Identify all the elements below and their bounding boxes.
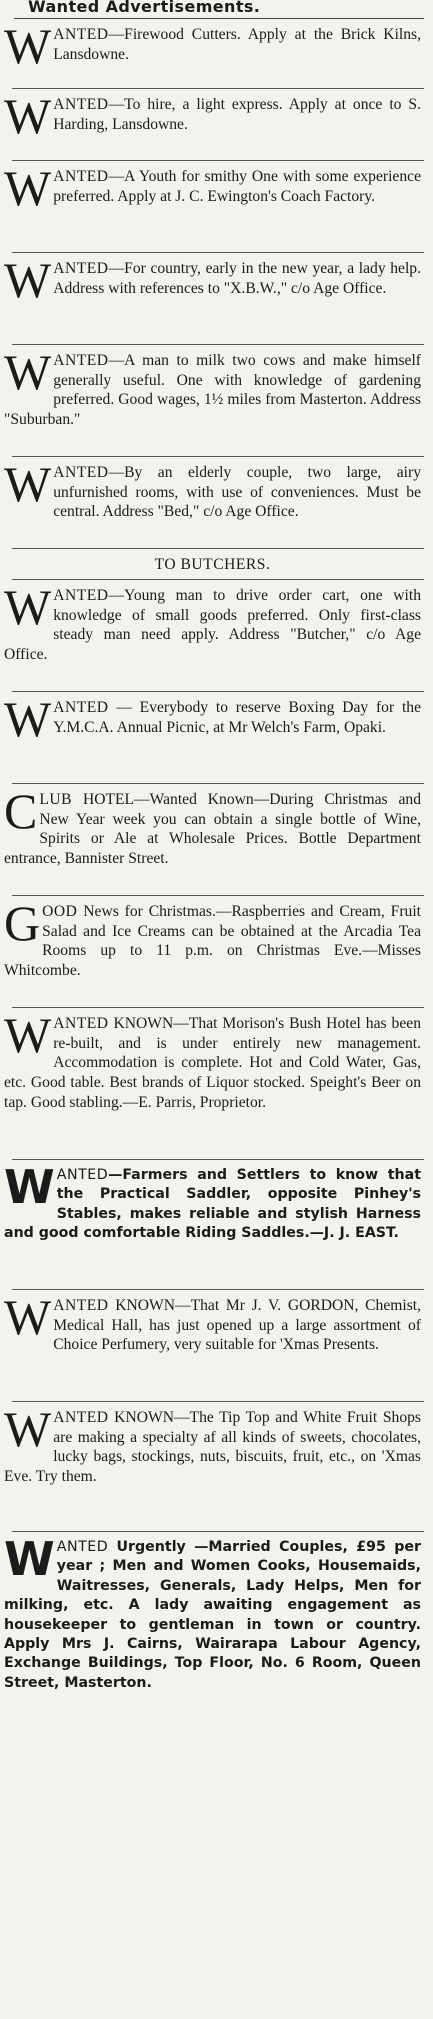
- classified-ad: [4, 160, 421, 247]
- classified-ad: [4, 783, 421, 890]
- ad-text: KNOWN—The Tip Top and White Fruit Shops are making a specialty af all kinds of sweets, chocolates, lucky bags, stockings, nuts, biscuits, fruit, etc., on 'Xmas Eve. Try them.: [4, 1409, 421, 1486]
- ad-lead: ANTED: [53, 26, 109, 43]
- ad-text: — Everybody to reserve Boxing Day for the Y.M.C.A. Annual Picnic, at Mr Welch's Farm, Opaki.: [53, 699, 421, 736]
- ad-lead: LUB: [39, 791, 73, 808]
- classified-ad: [4, 1160, 421, 1284]
- ad-text: KNOWN—That Mr J. V. GORDON, Chemist, Medical Hall, has just opened up a large assortment of Choice Perfumery, very suitable for 'Xmas Presents.: [53, 1297, 421, 1354]
- classified-ad: [4, 1401, 421, 1526]
- classified-ad: [4, 691, 421, 778]
- drop-cap: W: [4, 344, 52, 400]
- classified-ad: [4, 1532, 421, 1712]
- ad-text: KNOWN—That Morison's Bush Hotel has been re-built, and is under entirely new management. Accommodation is complete. Hot and Cold Water, Gas, etc. Good table. Best brands of Liquor stocked. Speight's Beer on tap. Good stabling.—E. Parris, Proprietor.: [4, 1015, 421, 1111]
- ad-lead: ANTED: [53, 96, 109, 113]
- ad-lead: ANTED: [53, 352, 109, 369]
- ad-lead: ANTED: [53, 587, 109, 604]
- drop-cap: W: [4, 1532, 55, 1586]
- ad-text: —By an elderly couple, two large, airy unfurnished rooms, with use of conveniences. Must be central. Address "Bed," c/o Age Office.: [53, 464, 421, 521]
- drop-cap: W: [4, 18, 52, 74]
- ad-lead: ANTED: [53, 168, 109, 185]
- drop-cap: W: [4, 1289, 52, 1345]
- classified-ad: [4, 88, 421, 155]
- ad-divider: [12, 548, 424, 549]
- classified-ad: [4, 895, 421, 1002]
- section-divider: [12, 579, 424, 580]
- ad-lead: ANTED: [53, 699, 109, 716]
- ad-divider: [12, 895, 424, 896]
- ad-lead: ANTED: [56, 1539, 109, 1555]
- drop-cap: W: [4, 160, 52, 216]
- drop-cap: W: [4, 252, 52, 308]
- heading-rule: [14, 18, 424, 19]
- ad-lead: ANTED: [56, 1167, 109, 1183]
- ad-divider: [12, 691, 424, 692]
- ad-divider: [12, 1159, 424, 1160]
- ad-lead: ANTED: [53, 1297, 109, 1314]
- ad-text: —To hire, a light express. Apply at once to S. Harding, Lansdowne.: [53, 96, 421, 133]
- ad-text: —A man to milk two cows and make himself generally useful. One with knowledge of gardening preferred. Good wages, 1½ miles from Masterton. Address "Suburban.": [4, 352, 421, 429]
- ad-divider: [12, 160, 424, 161]
- ad-divider: [12, 456, 424, 457]
- classified-ad: [4, 579, 421, 686]
- ad-text: —Firewood Cutters. Apply at the Brick Kilns, Lansdowne.: [53, 26, 421, 63]
- drop-cap: W: [4, 1007, 52, 1063]
- drop-cap: W: [4, 456, 52, 512]
- classified-ad: [4, 1007, 421, 1154]
- drop-cap: W: [4, 1401, 52, 1457]
- section-title: TO BUTCHERS.: [154, 556, 271, 573]
- ad-divider: [12, 1289, 424, 1290]
- ad-lead: ANTED: [53, 464, 109, 481]
- drop-cap: W: [4, 691, 52, 747]
- ad-lead: ANTED: [53, 1409, 109, 1426]
- ad-divider: [12, 1401, 424, 1402]
- ad-divider: [12, 252, 424, 253]
- classified-ad: [4, 252, 421, 339]
- ad-text: —Young man to drive order cart, one with knowledge of small goods preferred. Only first-class steady man need apply. Address "Butcher," c/o Age Office.: [4, 587, 421, 664]
- ad-divider: [12, 88, 424, 89]
- ad-divider: [12, 1531, 424, 1532]
- ad-text: HOTEL—Wanted Known—During Christmas and New Year week you can obtain a single bottle of Wine, Spirits or Ale at Wholesale Prices. Bottle Department entrance, Bannister Street.: [4, 791, 421, 868]
- classified-ad: [4, 344, 421, 451]
- classified-ad: [4, 1289, 421, 1396]
- drop-cap: G: [4, 895, 41, 951]
- classified-ad: [4, 456, 421, 543]
- ad-lead: OOD: [42, 903, 78, 920]
- drop-cap: W: [4, 1160, 55, 1214]
- ad-lead: ANTED: [53, 260, 109, 277]
- ad-divider: [12, 344, 424, 345]
- column-heading: Wanted Advertisements.: [28, 0, 261, 14]
- ad-divider: [12, 783, 424, 784]
- classified-ad: [4, 18, 421, 83]
- ad-text: —A Youth for smithy One with some experience preferred. Apply at J. C. Ewington's Coach Factory.: [53, 168, 421, 205]
- ad-text: Urgently —Married Couples, £95 per year ; Men and Women Cooks, Housemaids, Waitresses, Generals, Lady Helps, Men for milking, etc. A lady awaiting engagement as housekeeper to gentleman in town or country. Apply Mrs J. Cairns, Wairarapa Labour Agency, Exchange Buildings, Top Floor, No. 6 Room, Queen Street, Masterton.: [4, 1539, 421, 1691]
- ad-text: —For country, early in the new year, a lady help. Address with references to "X.B.W.," c/o Age Office.: [53, 260, 421, 297]
- ad-text: News for Christmas.—Raspberries and Cream, Fruit Salad and Ice Creams can be obtained at the Arcadia Tea Rooms up to 11 p.m. on Christmas Eve.—Misses Whitcombe.: [4, 903, 421, 980]
- drop-cap: W: [4, 88, 52, 144]
- drop-cap: C: [4, 783, 38, 839]
- ad-divider: [12, 1007, 424, 1008]
- drop-cap: W: [4, 579, 52, 635]
- ad-text: —Farmers and Settlers to know that the Practical Saddler, opposite Pinhey's Stables, makes reliable and stylish Harness and good comfortable Riding Saddles.—J. J. EAST.: [4, 1167, 421, 1242]
- ad-lead: ANTED: [53, 1015, 109, 1032]
